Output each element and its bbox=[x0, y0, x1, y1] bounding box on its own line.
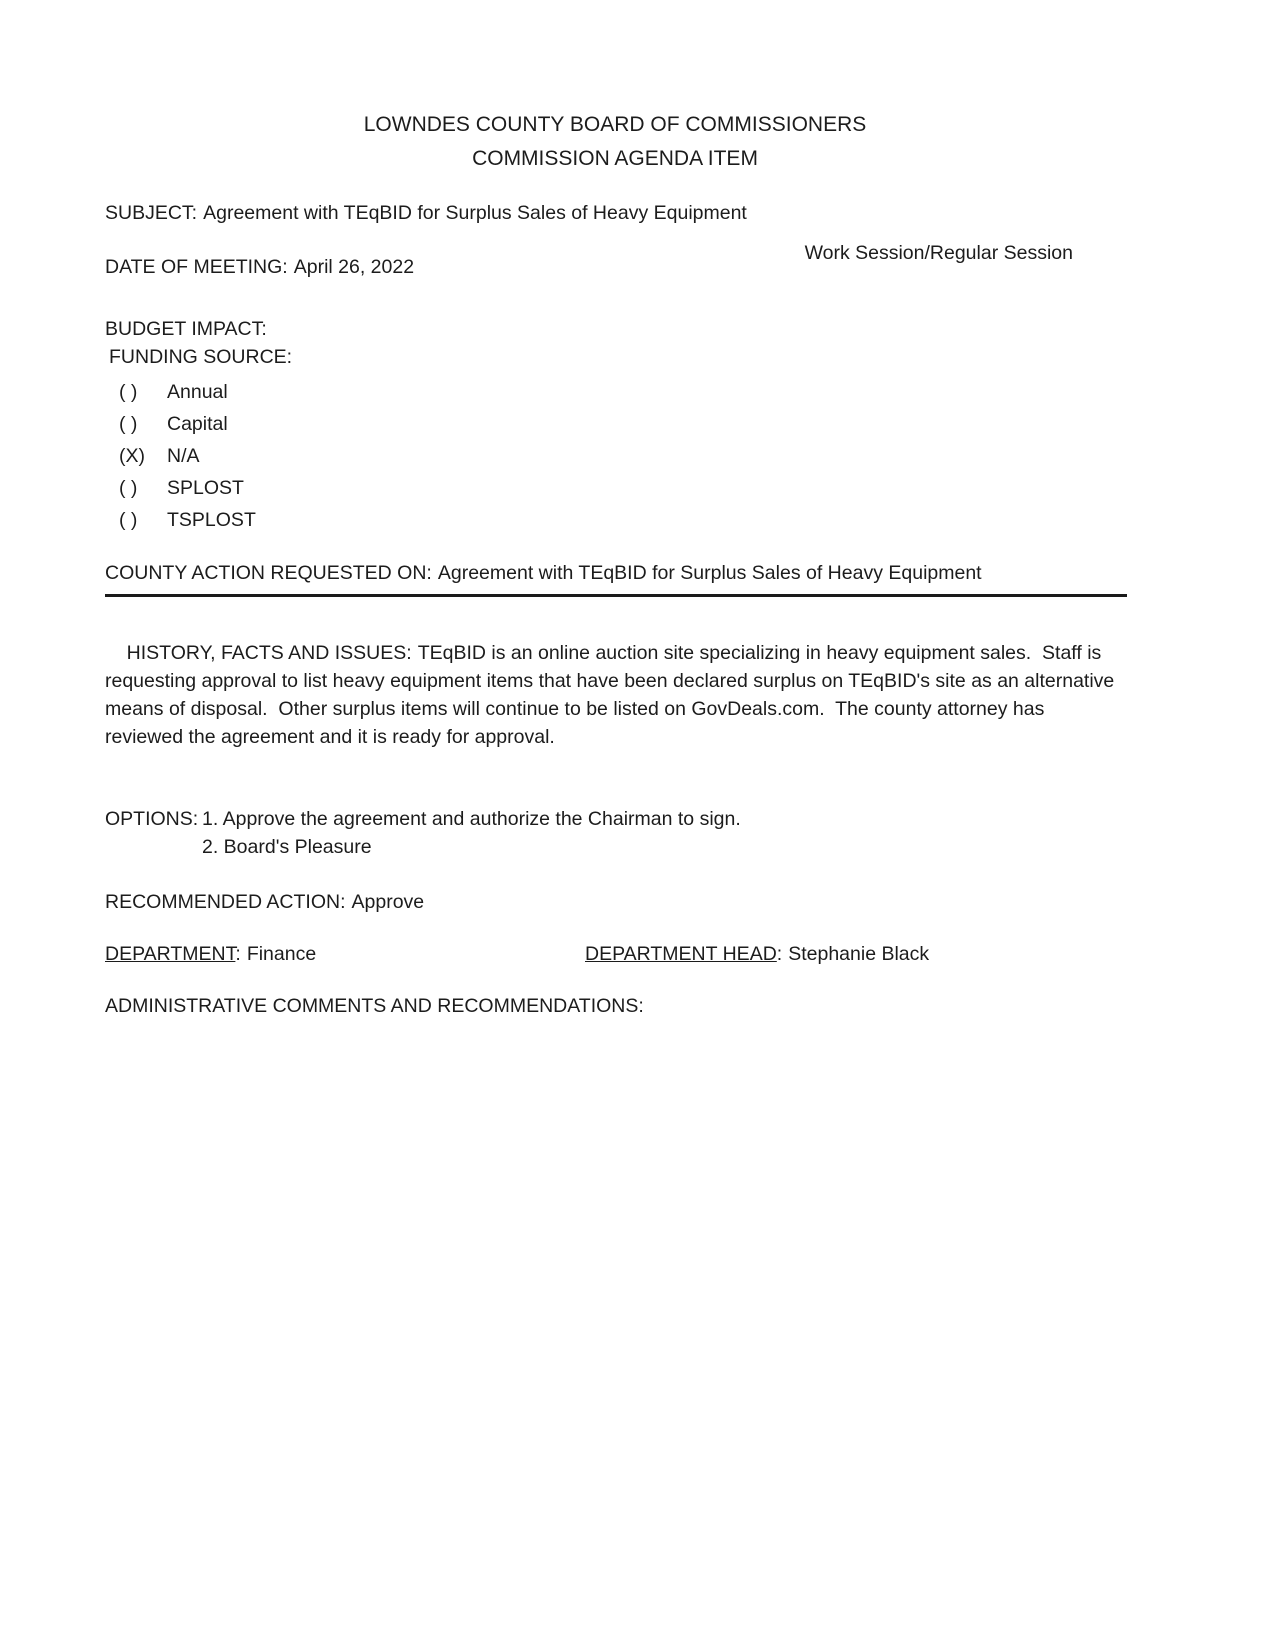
checkbox-mark-checked: (X) bbox=[119, 445, 145, 467]
session-type: Work Session/Regular Session bbox=[804, 242, 1073, 264]
funding-option-label: SPLOST bbox=[167, 477, 244, 499]
funding-option-tsplost bbox=[105, 504, 1125, 536]
recommended-action-label: RECOMMENDED ACTION: bbox=[105, 891, 346, 913]
budget-block bbox=[105, 316, 1125, 536]
checkbox-mark: ( ) bbox=[119, 477, 138, 499]
options-list bbox=[202, 805, 741, 861]
funding-option-label: N/A bbox=[167, 445, 200, 467]
department-head-value: Stephanie Black bbox=[788, 943, 930, 965]
history-text: TEqBID is an online auction site specializing in heavy equipment sales. Staff is requesting approval to list heavy equipment items that have been declared surplus on TEqBID's site as an alternative means of disposal. Other surplus items will continue to be listed on GovDeals.com. The county attorney has reviewed the agreement and it is ready for approval. bbox=[105, 642, 1120, 748]
doc-type-title: COMMISSION AGENDA ITEM bbox=[472, 147, 758, 170]
department-row bbox=[105, 941, 1125, 967]
history-label: HISTORY, FACTS AND ISSUES: bbox=[126, 642, 412, 664]
funding-option-capital bbox=[105, 408, 1125, 440]
option-item-2: 2. Board's Pleasure bbox=[202, 836, 372, 858]
funding-option-label: Capital bbox=[167, 413, 228, 435]
checkbox-mark: ( ) bbox=[119, 509, 138, 531]
org-title: LOWNDES COUNTY BOARD OF COMMISSIONERS bbox=[363, 113, 867, 136]
recommended-action-line bbox=[105, 889, 1125, 915]
recommended-action-value: Approve bbox=[351, 891, 425, 913]
subject-value: Agreement with TEqBID for Surplus Sales of Heavy Equipment bbox=[203, 202, 747, 224]
funding-source-label: FUNDING SOURCE: bbox=[109, 346, 293, 368]
checkbox-mark: ( ) bbox=[119, 381, 138, 403]
options-section bbox=[105, 805, 1125, 861]
department-head-line bbox=[585, 941, 929, 967]
department-head-separator: : bbox=[776, 943, 783, 965]
county-action-label: COUNTY ACTION REQUESTED ON: bbox=[105, 562, 432, 584]
history-paragraph bbox=[105, 611, 1125, 779]
meeting-row bbox=[105, 242, 1125, 280]
budget-impact-label: BUDGET IMPACT: bbox=[105, 318, 267, 340]
options-label: OPTIONS: bbox=[105, 808, 199, 830]
funding-option-label: TSPLOST bbox=[167, 509, 256, 531]
department-head-label: DEPARTMENT HEAD bbox=[585, 943, 777, 965]
funding-source-list bbox=[105, 376, 1125, 536]
funding-option-na bbox=[105, 440, 1125, 472]
funding-option-annual bbox=[105, 376, 1125, 408]
subject-line bbox=[105, 200, 1125, 226]
subject-label: SUBJECT: bbox=[105, 202, 198, 224]
department-label: DEPARTMENT bbox=[105, 943, 236, 965]
admin-comments-label: ADMINISTRATIVE COMMENTS AND RECOMMENDATIONS: bbox=[105, 995, 644, 1017]
meeting-date-value: April 26, 2022 bbox=[293, 256, 415, 278]
option-item-1: 1. Approve the agreement and authorize the Chairman to sign. bbox=[202, 808, 741, 830]
checkbox-mark: ( ) bbox=[119, 413, 138, 435]
department-line bbox=[105, 941, 585, 967]
funding-option-label: Annual bbox=[167, 381, 228, 403]
meeting-date-label: DATE OF MEETING: bbox=[105, 256, 288, 278]
funding-option-splost bbox=[105, 472, 1125, 504]
meeting-date-line bbox=[105, 254, 414, 280]
document-header bbox=[105, 108, 1125, 176]
department-separator: : bbox=[235, 943, 241, 965]
county-action-value: Agreement with TEqBID for Surplus Sales of Heavy Equipment bbox=[437, 562, 982, 584]
department-value: Finance bbox=[246, 943, 317, 965]
county-action-line bbox=[105, 560, 1127, 597]
